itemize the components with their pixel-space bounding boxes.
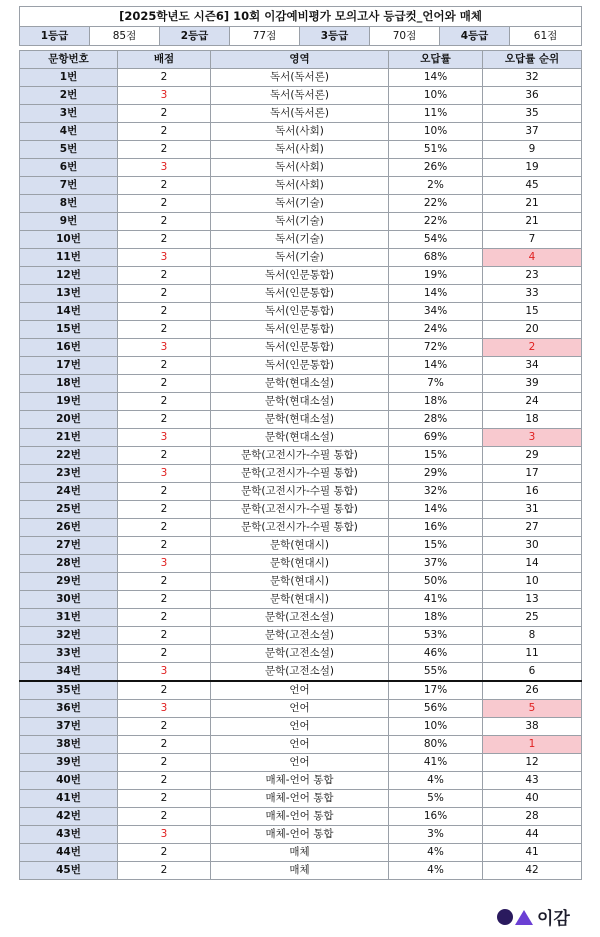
error-rate-cell: 56% xyxy=(389,700,483,718)
points-cell: 3 xyxy=(118,555,211,573)
error-rate-cell: 68% xyxy=(389,249,483,267)
summary-table xyxy=(19,6,582,46)
area-cell: 언어 xyxy=(211,681,389,700)
points-cell: 2 xyxy=(118,645,211,663)
table-row xyxy=(20,718,582,736)
error-rank-cell: 25 xyxy=(483,609,582,627)
question-number: 28번 xyxy=(20,555,118,573)
area-cell: 독서(인문통합) xyxy=(211,285,389,303)
points-cell: 2 xyxy=(118,844,211,862)
area-cell: 문학(고전시가-수필 통합) xyxy=(211,447,389,465)
error-rank-cell: 33 xyxy=(483,285,582,303)
table-row xyxy=(20,249,582,267)
error-rank-cell: 10 xyxy=(483,573,582,591)
error-rank-cell: 7 xyxy=(483,231,582,249)
table-row xyxy=(20,411,582,429)
question-number: 22번 xyxy=(20,447,118,465)
error-rate-cell: 69% xyxy=(389,429,483,447)
error-rank-cell: 11 xyxy=(483,645,582,663)
question-number: 37번 xyxy=(20,718,118,736)
error-rank-cell: 12 xyxy=(483,754,582,772)
error-rate-cell: 32% xyxy=(389,483,483,501)
page-title: [2025학년도 시즌6] 10회 이감예비평가 모의고사 등급컷_언어와 매체 xyxy=(20,7,582,27)
error-rate-cell: 72% xyxy=(389,339,483,357)
error-rank-cell: 14 xyxy=(483,555,582,573)
error-rate-cell: 18% xyxy=(389,393,483,411)
area-cell: 문학(현대소설) xyxy=(211,393,389,411)
table-row xyxy=(20,555,582,573)
question-number: 23번 xyxy=(20,465,118,483)
table-row xyxy=(20,375,582,393)
area-cell: 매체-언어 통합 xyxy=(211,826,389,844)
error-rate-cell: 41% xyxy=(389,754,483,772)
points-cell: 3 xyxy=(118,429,211,447)
table-row xyxy=(20,87,582,105)
area-cell: 독서(기술) xyxy=(211,195,389,213)
points-cell: 2 xyxy=(118,285,211,303)
question-number: 44번 xyxy=(20,844,118,862)
area-cell: 매체-언어 통합 xyxy=(211,808,389,826)
points-cell: 2 xyxy=(118,303,211,321)
points-cell: 2 xyxy=(118,393,211,411)
grade-label: 3등급 xyxy=(300,27,370,46)
error-rate-cell: 4% xyxy=(389,844,483,862)
error-rate-cell: 2% xyxy=(389,177,483,195)
area-cell: 문학(현대시) xyxy=(211,537,389,555)
area-cell: 문학(현대시) xyxy=(211,555,389,573)
table-body xyxy=(20,69,582,880)
question-number: 40번 xyxy=(20,772,118,790)
question-number: 36번 xyxy=(20,700,118,718)
points-cell: 2 xyxy=(118,357,211,375)
question-number: 14번 xyxy=(20,303,118,321)
area-cell: 문학(고전소설) xyxy=(211,627,389,645)
area-cell: 매체 xyxy=(211,844,389,862)
table-row xyxy=(20,393,582,411)
area-cell: 독서(기술) xyxy=(211,249,389,267)
area-cell: 문학(고전소설) xyxy=(211,609,389,627)
area-cell: 언어 xyxy=(211,754,389,772)
points-cell: 2 xyxy=(118,718,211,736)
points-cell: 2 xyxy=(118,501,211,519)
question-number: 32번 xyxy=(20,627,118,645)
error-rate-cell: 17% xyxy=(389,681,483,700)
table-row xyxy=(20,357,582,375)
points-cell: 2 xyxy=(118,195,211,213)
points-cell: 2 xyxy=(118,573,211,591)
table-row xyxy=(20,808,582,826)
error-rank-cell: 17 xyxy=(483,465,582,483)
error-rank-cell: 36 xyxy=(483,87,582,105)
table-row xyxy=(20,213,582,231)
col-header-points: 배점 xyxy=(118,51,211,69)
question-number: 11번 xyxy=(20,249,118,267)
table-row xyxy=(20,663,582,682)
error-rank-cell: 27 xyxy=(483,519,582,537)
question-number: 30번 xyxy=(20,591,118,609)
error-rate-cell: 11% xyxy=(389,105,483,123)
question-number: 41번 xyxy=(20,790,118,808)
error-rank-cell: 42 xyxy=(483,862,582,880)
area-cell: 독서(기술) xyxy=(211,231,389,249)
error-rank-cell: 16 xyxy=(483,483,582,501)
table-row xyxy=(20,519,582,537)
question-number: 8번 xyxy=(20,195,118,213)
question-number: 42번 xyxy=(20,808,118,826)
error-rate-cell: 37% xyxy=(389,555,483,573)
area-cell: 독서(인문통합) xyxy=(211,357,389,375)
table-row xyxy=(20,231,582,249)
error-rate-cell: 22% xyxy=(389,195,483,213)
error-rank-cell: 21 xyxy=(483,213,582,231)
error-rate-cell: 16% xyxy=(389,808,483,826)
grade-label: 2등급 xyxy=(160,27,230,46)
error-rank-cell: 32 xyxy=(483,69,582,87)
brand-name: 이감 xyxy=(537,909,570,929)
logo-triangle-icon xyxy=(515,910,533,925)
error-rank-cell: 45 xyxy=(483,177,582,195)
points-cell: 3 xyxy=(118,465,211,483)
question-number: 17번 xyxy=(20,357,118,375)
table-row xyxy=(20,267,582,285)
points-cell: 2 xyxy=(118,123,211,141)
error-rate-cell: 14% xyxy=(389,501,483,519)
error-rank-cell: 19 xyxy=(483,159,582,177)
points-cell: 2 xyxy=(118,736,211,754)
error-rank-cell: 28 xyxy=(483,808,582,826)
col-header-error-rate: 오답률 xyxy=(389,51,483,69)
area-cell: 독서(인문통합) xyxy=(211,339,389,357)
error-rate-cell: 14% xyxy=(389,69,483,87)
table-row xyxy=(20,339,582,357)
error-rate-cell: 4% xyxy=(389,862,483,880)
error-rank-cell: 13 xyxy=(483,591,582,609)
error-rank-cell: 37 xyxy=(483,123,582,141)
error-rank-cell: 6 xyxy=(483,663,582,682)
area-cell: 독서(기술) xyxy=(211,213,389,231)
error-rank-cell: 23 xyxy=(483,267,582,285)
error-rate-cell: 18% xyxy=(389,609,483,627)
error-rate-cell: 3% xyxy=(389,826,483,844)
error-rank-cell: 15 xyxy=(483,303,582,321)
area-cell: 독서(인문통합) xyxy=(211,321,389,339)
error-rank-cell: 43 xyxy=(483,772,582,790)
table-row xyxy=(20,681,582,700)
error-rate-cell: 28% xyxy=(389,411,483,429)
points-cell: 2 xyxy=(118,681,211,700)
error-rank-cell: 39 xyxy=(483,375,582,393)
error-rate-cell: 46% xyxy=(389,645,483,663)
area-cell: 매체-언어 통합 xyxy=(211,772,389,790)
question-number: 31번 xyxy=(20,609,118,627)
table-row xyxy=(20,429,582,447)
error-rate-cell: 80% xyxy=(389,736,483,754)
table-row xyxy=(20,645,582,663)
question-number: 39번 xyxy=(20,754,118,772)
table-row xyxy=(20,141,582,159)
error-rank-cell: 5 xyxy=(483,700,582,718)
area-cell: 독서(사회) xyxy=(211,177,389,195)
brand-logo xyxy=(497,904,570,929)
area-cell: 문학(현대소설) xyxy=(211,429,389,447)
points-cell: 2 xyxy=(118,177,211,195)
area-cell: 문학(고전시가-수필 통합) xyxy=(211,465,389,483)
table-row xyxy=(20,700,582,718)
points-cell: 2 xyxy=(118,447,211,465)
area-cell: 문학(고전시가-수필 통합) xyxy=(211,501,389,519)
table-row xyxy=(20,447,582,465)
points-cell: 2 xyxy=(118,267,211,285)
grade-score: 85점 xyxy=(90,27,160,46)
points-cell: 2 xyxy=(118,609,211,627)
points-cell: 3 xyxy=(118,159,211,177)
area-cell: 문학(현대시) xyxy=(211,573,389,591)
grade-score: 70점 xyxy=(370,27,440,46)
question-table xyxy=(19,50,582,880)
error-rate-cell: 24% xyxy=(389,321,483,339)
area-cell: 문학(고전시가-수필 통합) xyxy=(211,483,389,501)
error-rate-cell: 29% xyxy=(389,465,483,483)
points-cell: 2 xyxy=(118,321,211,339)
table-row xyxy=(20,862,582,880)
grade-score: 77점 xyxy=(230,27,300,46)
error-rank-cell: 38 xyxy=(483,718,582,736)
question-number: 21번 xyxy=(20,429,118,447)
error-rank-cell: 2 xyxy=(483,339,582,357)
question-number: 3번 xyxy=(20,105,118,123)
table-row xyxy=(20,627,582,645)
points-cell: 2 xyxy=(118,537,211,555)
error-rate-cell: 54% xyxy=(389,231,483,249)
question-number: 29번 xyxy=(20,573,118,591)
table-row xyxy=(20,159,582,177)
points-cell: 3 xyxy=(118,826,211,844)
points-cell: 2 xyxy=(118,808,211,826)
error-rate-cell: 16% xyxy=(389,519,483,537)
points-cell: 3 xyxy=(118,700,211,718)
question-number: 16번 xyxy=(20,339,118,357)
question-number: 33번 xyxy=(20,645,118,663)
error-rank-cell: 26 xyxy=(483,681,582,700)
area-cell: 문학(현대시) xyxy=(211,591,389,609)
points-cell: 2 xyxy=(118,375,211,393)
question-number: 19번 xyxy=(20,393,118,411)
table-row xyxy=(20,609,582,627)
error-rank-cell: 9 xyxy=(483,141,582,159)
question-number: 9번 xyxy=(20,213,118,231)
table-row xyxy=(20,736,582,754)
area-cell: 독서(인문통합) xyxy=(211,303,389,321)
points-cell: 2 xyxy=(118,862,211,880)
area-cell: 문학(고전시가-수필 통합) xyxy=(211,519,389,537)
question-number: 18번 xyxy=(20,375,118,393)
col-header-area: 영역 xyxy=(211,51,389,69)
area-cell: 언어 xyxy=(211,700,389,718)
points-cell: 3 xyxy=(118,87,211,105)
area-cell: 문학(고전소설) xyxy=(211,645,389,663)
area-cell: 문학(현대소설) xyxy=(211,375,389,393)
points-cell: 2 xyxy=(118,213,211,231)
error-rank-cell: 24 xyxy=(483,393,582,411)
table-row xyxy=(20,465,582,483)
error-rate-cell: 10% xyxy=(389,123,483,141)
area-cell: 문학(고전소설) xyxy=(211,663,389,682)
error-rate-cell: 51% xyxy=(389,141,483,159)
error-rate-cell: 50% xyxy=(389,573,483,591)
area-cell: 독서(독서론) xyxy=(211,69,389,87)
points-cell: 2 xyxy=(118,790,211,808)
area-cell: 매체-언어 통합 xyxy=(211,790,389,808)
points-cell: 2 xyxy=(118,627,211,645)
error-rate-cell: 34% xyxy=(389,303,483,321)
area-cell: 언어 xyxy=(211,736,389,754)
error-rate-cell: 15% xyxy=(389,537,483,555)
table-row xyxy=(20,772,582,790)
table-row xyxy=(20,501,582,519)
question-number: 35번 xyxy=(20,681,118,700)
question-number: 38번 xyxy=(20,736,118,754)
error-rank-cell: 1 xyxy=(483,736,582,754)
area-cell: 언어 xyxy=(211,718,389,736)
table-row xyxy=(20,321,582,339)
table-row xyxy=(20,285,582,303)
error-rate-cell: 26% xyxy=(389,159,483,177)
error-rate-cell: 5% xyxy=(389,790,483,808)
question-number: 1번 xyxy=(20,69,118,87)
table-row xyxy=(20,105,582,123)
error-rate-cell: 10% xyxy=(389,718,483,736)
grade-cut-row xyxy=(20,27,582,46)
error-rank-cell: 20 xyxy=(483,321,582,339)
error-rate-cell: 4% xyxy=(389,772,483,790)
question-number: 20번 xyxy=(20,411,118,429)
error-rank-cell: 8 xyxy=(483,627,582,645)
error-rank-cell: 35 xyxy=(483,105,582,123)
points-cell: 3 xyxy=(118,249,211,267)
error-rank-cell: 18 xyxy=(483,411,582,429)
points-cell: 3 xyxy=(118,663,211,682)
points-cell: 2 xyxy=(118,754,211,772)
question-number: 12번 xyxy=(20,267,118,285)
table-row xyxy=(20,177,582,195)
error-rate-cell: 14% xyxy=(389,285,483,303)
error-rank-cell: 4 xyxy=(483,249,582,267)
table-row xyxy=(20,754,582,772)
question-number: 43번 xyxy=(20,826,118,844)
points-cell: 2 xyxy=(118,105,211,123)
logo-circle-icon xyxy=(497,909,513,925)
question-number: 25번 xyxy=(20,501,118,519)
area-cell: 독서(사회) xyxy=(211,123,389,141)
question-number: 45번 xyxy=(20,862,118,880)
error-rate-cell: 41% xyxy=(389,591,483,609)
table-row xyxy=(20,195,582,213)
question-number: 24번 xyxy=(20,483,118,501)
table-header xyxy=(20,51,582,69)
table-row xyxy=(20,537,582,555)
error-rate-cell: 14% xyxy=(389,357,483,375)
error-rate-cell: 15% xyxy=(389,447,483,465)
question-number: 15번 xyxy=(20,321,118,339)
table-row xyxy=(20,591,582,609)
error-rate-cell: 7% xyxy=(389,375,483,393)
error-rank-cell: 3 xyxy=(483,429,582,447)
table-row xyxy=(20,303,582,321)
points-cell: 2 xyxy=(118,519,211,537)
table-row xyxy=(20,69,582,87)
error-rate-cell: 19% xyxy=(389,267,483,285)
table-row xyxy=(20,790,582,808)
grade-label: 1등급 xyxy=(20,27,90,46)
area-cell: 매체 xyxy=(211,862,389,880)
points-cell: 2 xyxy=(118,591,211,609)
table-row xyxy=(20,483,582,501)
error-rate-cell: 55% xyxy=(389,663,483,682)
area-cell: 독서(사회) xyxy=(211,141,389,159)
question-number: 10번 xyxy=(20,231,118,249)
points-cell: 2 xyxy=(118,483,211,501)
points-cell: 2 xyxy=(118,772,211,790)
points-cell: 3 xyxy=(118,339,211,357)
table-row xyxy=(20,123,582,141)
error-rank-cell: 44 xyxy=(483,826,582,844)
error-rate-cell: 53% xyxy=(389,627,483,645)
error-rate-cell: 22% xyxy=(389,213,483,231)
points-cell: 2 xyxy=(118,69,211,87)
question-number: 4번 xyxy=(20,123,118,141)
error-rank-cell: 30 xyxy=(483,537,582,555)
area-cell: 독서(독서론) xyxy=(211,87,389,105)
area-cell: 독서(인문통합) xyxy=(211,267,389,285)
col-header-error-rank: 오답률 순위 xyxy=(483,51,582,69)
points-cell: 2 xyxy=(118,141,211,159)
error-rank-cell: 41 xyxy=(483,844,582,862)
question-number: 27번 xyxy=(20,537,118,555)
grade-label: 4등급 xyxy=(440,27,510,46)
error-rank-cell: 34 xyxy=(483,357,582,375)
table-row xyxy=(20,844,582,862)
question-number: 13번 xyxy=(20,285,118,303)
area-cell: 문학(현대소설) xyxy=(211,411,389,429)
points-cell: 2 xyxy=(118,231,211,249)
question-number: 6번 xyxy=(20,159,118,177)
error-rank-cell: 29 xyxy=(483,447,582,465)
col-header-question: 문항번호 xyxy=(20,51,118,69)
area-cell: 독서(독서론) xyxy=(211,105,389,123)
error-rank-cell: 31 xyxy=(483,501,582,519)
points-cell: 2 xyxy=(118,411,211,429)
question-number: 7번 xyxy=(20,177,118,195)
error-rate-cell: 10% xyxy=(389,87,483,105)
question-number: 2번 xyxy=(20,87,118,105)
error-rank-cell: 40 xyxy=(483,790,582,808)
error-rank-cell: 21 xyxy=(483,195,582,213)
table-row xyxy=(20,826,582,844)
grade-score: 61점 xyxy=(510,27,582,46)
table-row xyxy=(20,573,582,591)
question-number: 26번 xyxy=(20,519,118,537)
area-cell: 독서(사회) xyxy=(211,159,389,177)
grade-cut-sheet xyxy=(19,6,581,880)
question-number: 5번 xyxy=(20,141,118,159)
question-number: 34번 xyxy=(20,663,118,682)
